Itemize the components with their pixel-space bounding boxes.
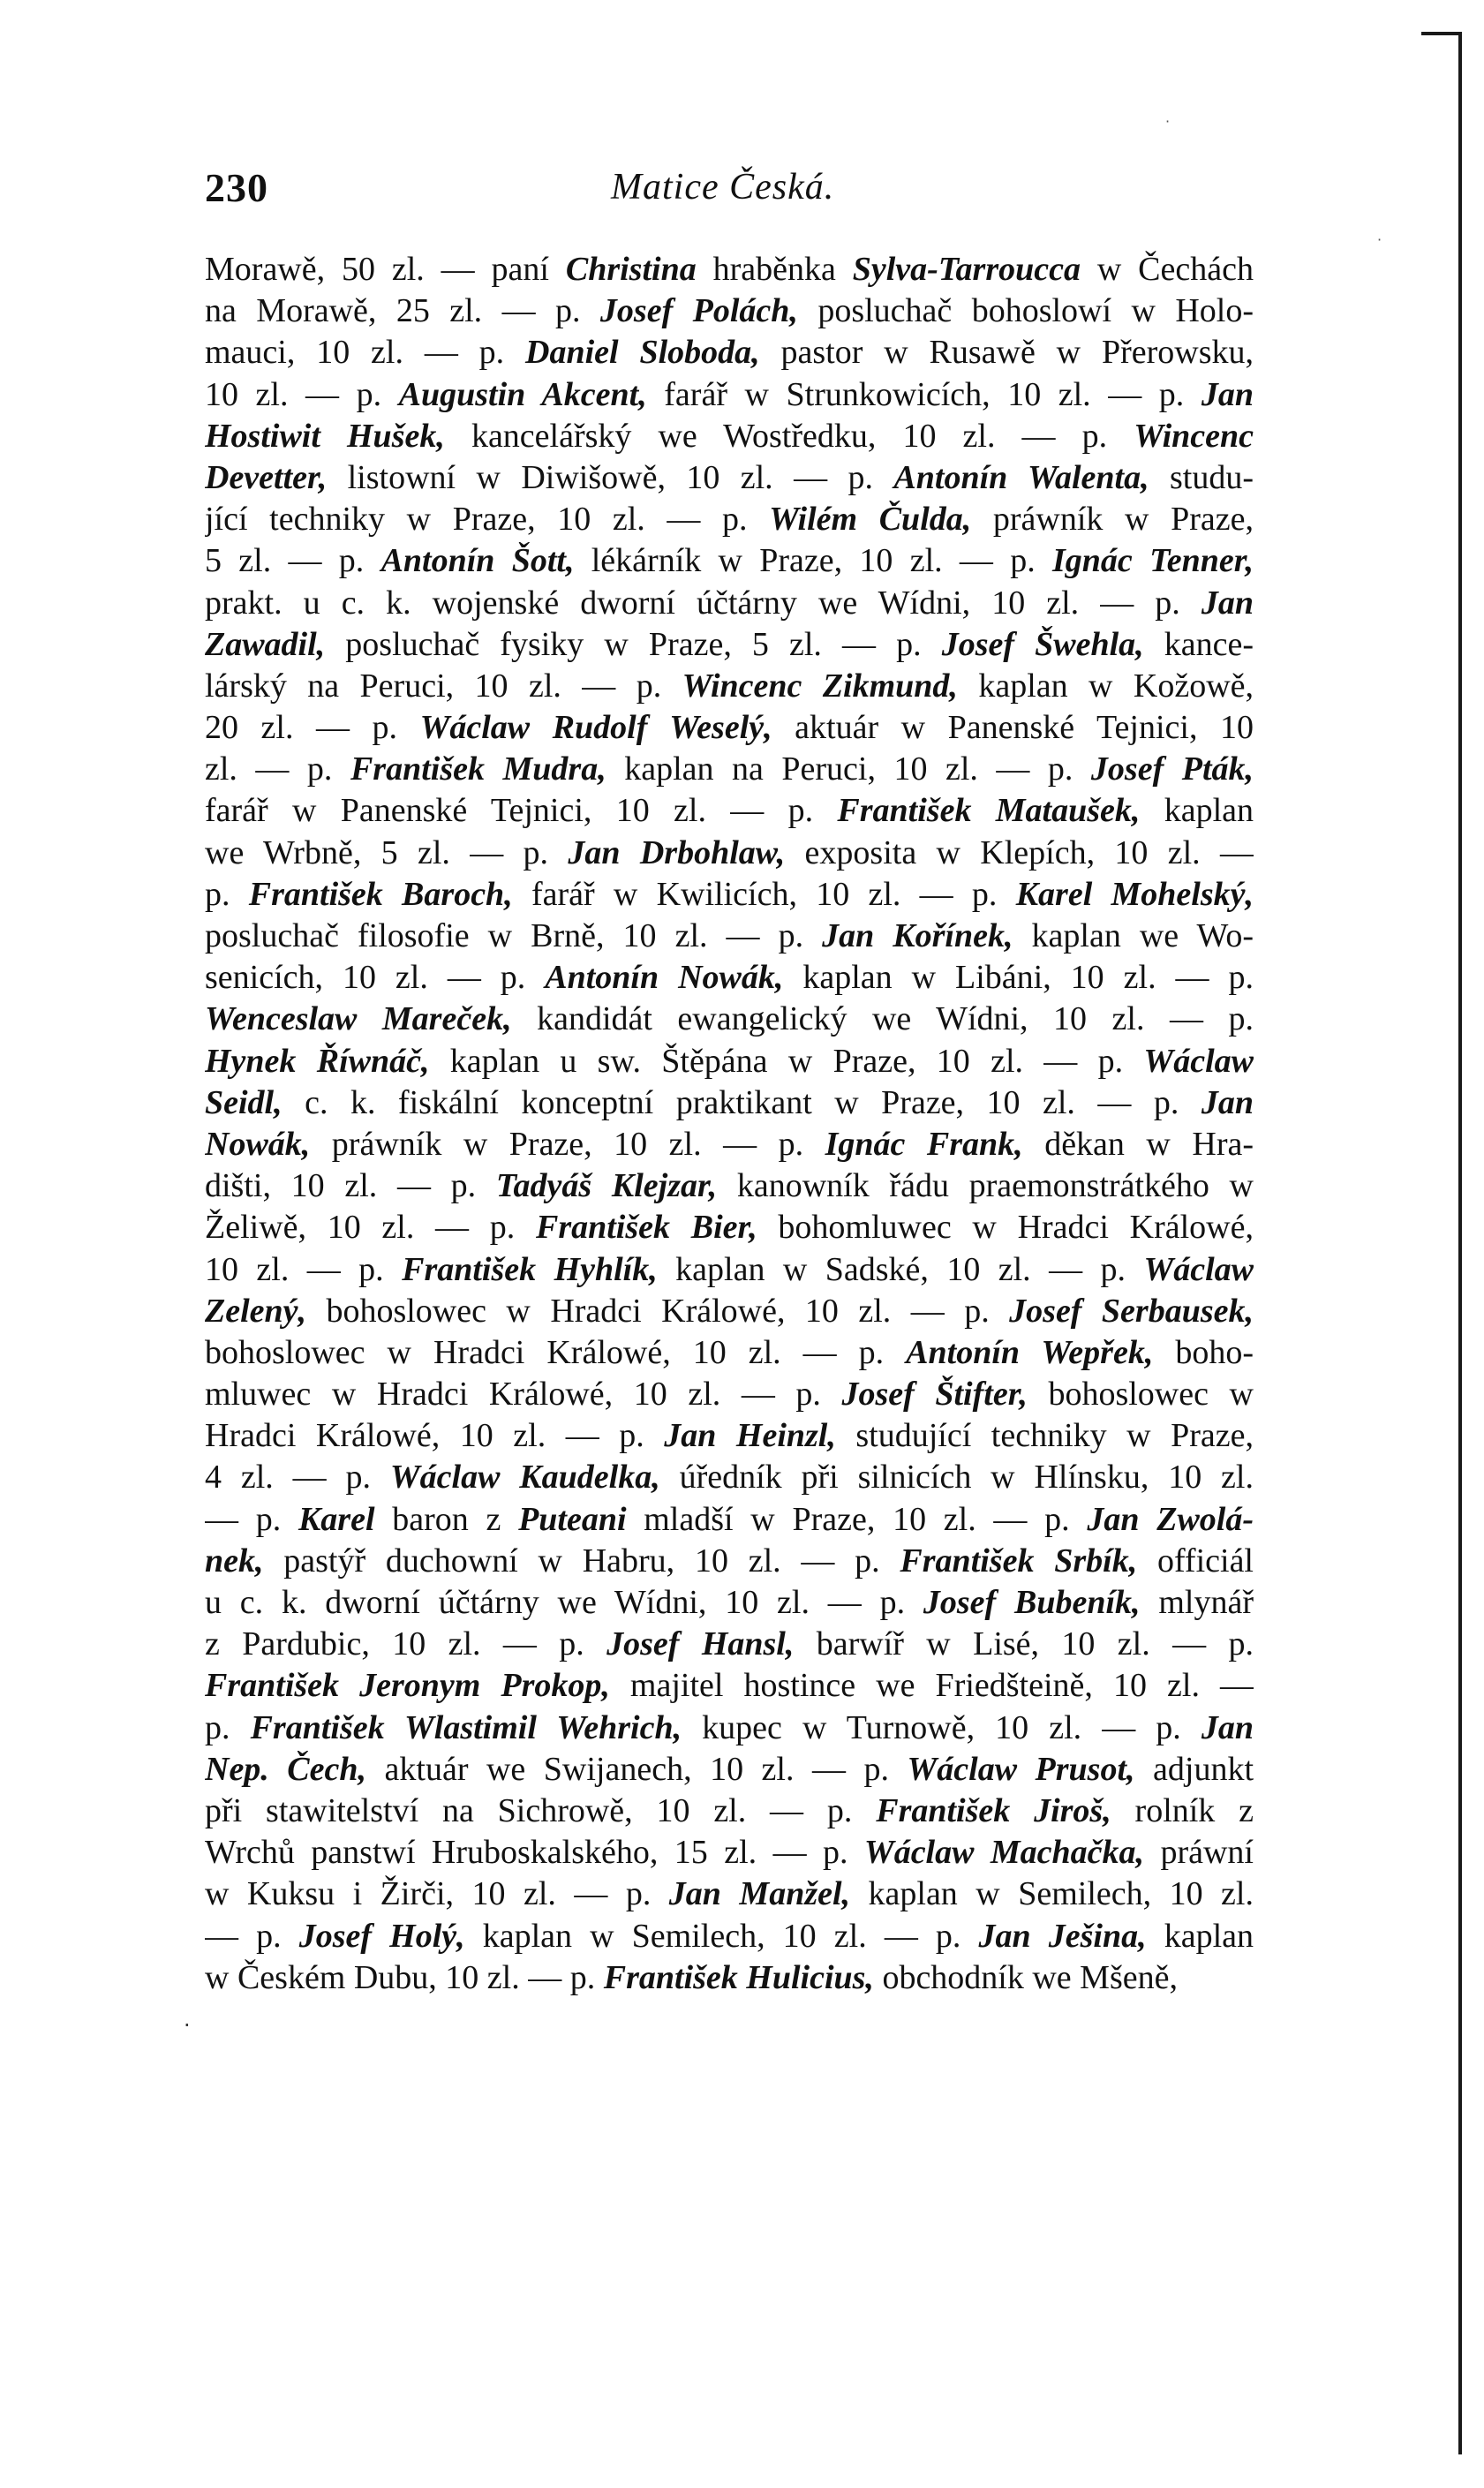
text-segment: posluchač filosofie w Brně, 10 zl. — p. (205, 917, 823, 954)
page-edge-right (1458, 35, 1462, 2454)
name-italic: Jan Ješina, (978, 1917, 1147, 1955)
text-segment: hraběnka (696, 251, 853, 288)
text-line (205, 1874, 1254, 1915)
text-line (205, 499, 1254, 540)
text-segment: farář w Panenské Tejnici, 10 zl. — p. (205, 792, 838, 830)
text-line (205, 1708, 1254, 1749)
text-segment: kaplan w Semilech, 10 zl. — p. (464, 1917, 979, 1955)
name-italic: Josef Bubeník, (923, 1584, 1141, 1621)
text-segment: w Kuksu i Žirči, 10 zl. — p. (205, 1875, 669, 1913)
text-segment: z Pardubic, 10 zl. — p. (205, 1625, 607, 1663)
text-line (205, 1957, 1254, 1999)
text-line (205, 624, 1254, 666)
text-segment: farář w Strunkowicích, 10 zl. — p. (646, 375, 1202, 413)
text-segment: kance- (1143, 625, 1254, 663)
text-line (205, 1499, 1254, 1541)
running-title: Matice Česká. (611, 167, 835, 207)
text-line (205, 1332, 1254, 1374)
text-segment: w Čechách (1080, 251, 1254, 288)
text-segment: c. k. fiskální konceptní praktikant w Praze, 10 zl. — p. (282, 1083, 1202, 1121)
text-segment: lárský na Peruci, 10 zl. — p. (205, 667, 682, 705)
name-italic: Daniel Sloboda, (525, 334, 760, 372)
text-segment: 10 zl. — p. (205, 375, 399, 413)
name-italic: Josef Polách, (599, 292, 798, 330)
text-line (205, 290, 1254, 332)
name-italic: Jan Kořínek, (822, 917, 1013, 954)
text-segment: Morawě, 50 zl. — paní (205, 251, 566, 288)
text-line (205, 1415, 1254, 1457)
text-line (205, 1082, 1254, 1124)
name-italic: František Mudra, (350, 750, 606, 788)
text-segment: kaplan u sw. Štěpána w Praze, 10 zl. — p. (429, 1042, 1144, 1080)
text-segment: prakt. u c. k. wojenské dworní účtárny we Wídni, 10 zl. — p. (205, 584, 1202, 622)
text-segment: posluchač fysiky w Praze, 5 zl. — p. (325, 625, 942, 663)
name-italic: Zelený, (205, 1292, 307, 1330)
text-line (205, 583, 1254, 624)
name-italic: Jan Heinzl, (664, 1417, 836, 1455)
text-segment: Želiwě, 10 zl. — p. (205, 1209, 536, 1247)
name-italic: František Jeronym Prokop, (205, 1667, 610, 1705)
text-line (205, 1541, 1254, 1582)
name-italic: Tadyáš Klejzar, (495, 1167, 718, 1205)
name-italic: František Mataušek, (837, 792, 1141, 830)
text-segment: zl. — p. (205, 750, 350, 788)
name-italic: Nep. Čech, (205, 1750, 367, 1788)
name-italic: Jan (1201, 1083, 1254, 1121)
name-italic: Jan (1201, 1708, 1254, 1746)
text-segment: na Morawě, 25 zl. — p. (205, 292, 600, 330)
text-line (205, 999, 1254, 1040)
text-segment: kaplan w Semilech, 10 zl. (850, 1875, 1254, 1913)
text-segment: mladší w Praze, 10 zl. — p. (626, 1500, 1088, 1538)
text-segment: Wrchů panstwí Hruboskalského, 15 zl. — p. (205, 1834, 864, 1872)
name-italic: Wáclaw Machačka, (863, 1834, 1145, 1872)
text-segment: aktuár we Swijanech, 10 zl. — p. (366, 1750, 908, 1788)
name-italic: Wáclaw (1143, 1042, 1254, 1080)
name-italic: Jan (1201, 584, 1254, 622)
text-line (205, 957, 1254, 999)
name-italic: nek, (205, 1542, 264, 1580)
text-segment: studující techniky w Praze, (835, 1417, 1254, 1455)
text-segment: bohomluwec w Hradci Králowé, (757, 1209, 1254, 1247)
text-segment: lékárník w Praze, 10 zl. — p. (574, 542, 1052, 580)
text-segment: majitel hostince we Friedšteině, 10 zl. — (609, 1667, 1254, 1705)
text-line (205, 1457, 1254, 1498)
text-line (205, 833, 1254, 874)
text-segment: kaplan w Sadské, 10 zl. — p. (657, 1250, 1144, 1288)
text-line (205, 1249, 1254, 1291)
text-segment: kanowník řádu praemonstrátkého w (717, 1167, 1254, 1205)
text-segment: děkan w Hra- (1022, 1125, 1254, 1163)
text-line (205, 1624, 1254, 1665)
body-text (205, 249, 1254, 1999)
text-segment: listowní w Diwišowě, 10 zl. — p. (327, 458, 894, 496)
name-italic: Josef Serbausek, (1009, 1292, 1254, 1330)
text-segment: barwíř w Lisé, 10 zl. — p. (794, 1625, 1254, 1663)
text-line (205, 707, 1254, 749)
page-edge-top (1421, 32, 1462, 35)
name-italic: František Baroch, (248, 875, 513, 913)
name-italic: Antonín Wepřek, (906, 1333, 1154, 1371)
name-italic: Antonín Šott, (380, 542, 575, 580)
name-italic: Puteani (518, 1500, 627, 1538)
text-line (205, 249, 1254, 290)
name-italic: Nowák, (205, 1125, 311, 1163)
text-segment: práwní (1144, 1834, 1254, 1872)
paper-speck: · (1377, 231, 1382, 248)
name-italic: František Hyhlík, (402, 1250, 658, 1288)
text-segment: při stawitelství na Sichrowě, 10 zl. — p. (205, 1791, 877, 1829)
name-italic: Josef Štifter, (841, 1376, 1028, 1414)
name-italic: Ignác Frank, (825, 1125, 1023, 1163)
text-segment: posluchač bohoslowí w Holo- (797, 292, 1254, 330)
text-segment: mauci, 10 zl. — p. (205, 334, 526, 372)
text-segment: exposita w Klepích, 10 zl. — (785, 833, 1254, 871)
text-segment: práwník w Praze, 10 zl. — p. (310, 1125, 825, 1163)
name-italic: Karel Mohelský, (1015, 875, 1254, 913)
name-italic: Wáclaw Prusot, (907, 1750, 1135, 1788)
name-italic: Wáclaw Kaudelka, (389, 1459, 660, 1497)
text-line (205, 749, 1254, 790)
text-segment: kupec w Turnowě, 10 zl. — p. (682, 1708, 1202, 1746)
text-segment: kaplan w Kožowě, (957, 667, 1254, 705)
page-number: 230 (205, 165, 268, 210)
text-segment: kaplan na Peruci, 10 zl. — p. (606, 750, 1091, 788)
name-italic: Hynek Říwnáč, (205, 1042, 430, 1080)
text-line (205, 666, 1254, 707)
name-italic: František Srbík, (900, 1542, 1138, 1580)
text-segment: w Českém Dubu, 10 zl. — p. (205, 1958, 604, 1996)
page-header (205, 164, 1264, 226)
text-segment: Hradci Králowé, 10 zl. — p. (205, 1417, 665, 1455)
text-line (205, 790, 1254, 832)
name-italic: Wincenc Zikmund, (682, 667, 958, 705)
name-italic: František Hulicius, (603, 1958, 874, 1996)
text-segment: dišti, 10 zl. — p. (205, 1167, 496, 1205)
name-italic: Wenceslaw Mareček, (205, 1000, 512, 1038)
text-line (205, 1291, 1254, 1332)
text-segment: — p. (205, 1917, 299, 1955)
text-segment: práwník w Praze, (971, 501, 1254, 539)
name-italic: Wáclaw Rudolf Weselý, (419, 709, 772, 747)
name-italic: Jan Manžel, (668, 1875, 851, 1913)
text-segment: officiál (1137, 1542, 1254, 1580)
name-italic: František Jiroš, (876, 1791, 1111, 1829)
name-italic: Josef Pták, (1090, 750, 1254, 788)
name-italic: Zawadil, (205, 625, 326, 663)
text-segment: pastýř duchowní w Habru, 10 zl. — p. (263, 1542, 900, 1580)
name-italic: Hostiwit Hušek, (205, 417, 445, 455)
text-line (205, 1749, 1254, 1791)
text-segment: kandidát ewangelický we Wídni, 10 zl. — p. (511, 1000, 1254, 1038)
text-line (205, 1582, 1254, 1624)
name-italic: Jan (1201, 375, 1254, 413)
margin-mark: · (184, 2013, 191, 2038)
paper-speck: · (1165, 113, 1171, 130)
text-line (205, 457, 1254, 499)
text-segment: bohoslowec w Hradci Králowé, 10 zl. — p. (205, 1333, 907, 1371)
name-italic: František Wlastimil Wehrich, (250, 1708, 682, 1746)
text-segment: mlynář (1140, 1584, 1254, 1621)
name-italic: Wilém Čulda, (769, 501, 972, 539)
name-italic: Antonín Walenta, (893, 458, 1149, 496)
text-line (205, 1832, 1254, 1874)
text-segment: kaplan (1140, 792, 1254, 830)
text-segment: bohoslowec w (1027, 1376, 1254, 1414)
text-segment: kaplan (1146, 1917, 1254, 1955)
text-segment: jící techniky w Praze, 10 zl. — p. (205, 501, 770, 539)
name-italic: Devetter, (205, 458, 328, 496)
text-line (205, 1124, 1254, 1165)
text-segment: aktuár w Panenské Tejnici, 10 (772, 709, 1254, 747)
text-line (205, 416, 1254, 457)
name-italic: Sylva-Tarroucca (852, 251, 1081, 288)
name-italic: Josef Hansl, (606, 1625, 795, 1663)
text-segment: studu- (1149, 458, 1254, 496)
name-italic: Christina (565, 251, 697, 288)
text-segment: pastor w Rusawě w Přerowsku, (759, 334, 1254, 372)
text-segment: rolník z (1111, 1791, 1254, 1829)
text-segment: 4 zl. — p. (205, 1459, 390, 1497)
name-italic: František Bier, (535, 1209, 757, 1247)
name-italic: Wincenc (1134, 417, 1254, 455)
name-italic: Josef Šwehla, (941, 625, 1144, 663)
text-segment: adjunkt (1134, 1750, 1254, 1788)
name-italic: Augustin Akcent, (398, 375, 647, 413)
text-segment: kancelářský we Wostředku, 10 zl. — p. (444, 417, 1134, 455)
name-italic: Jan Drbohlaw, (568, 833, 786, 871)
text-segment: bohoslowec w Hradci Králowé, 10 zl. — p. (306, 1292, 1010, 1330)
text-segment: p. (205, 875, 249, 913)
name-italic: Antonín Nowák, (545, 959, 784, 997)
text-segment: — p. (205, 1500, 298, 1538)
text-segment: senicích, 10 zl. — p. (205, 959, 546, 997)
text-line (205, 332, 1254, 373)
name-italic: Seidl, (205, 1083, 282, 1121)
text-segment: mluwec w Hradci Králowé, 10 zl. — p. (205, 1376, 842, 1414)
text-segment: baron z (374, 1500, 519, 1538)
text-line (205, 1041, 1254, 1082)
name-italic: Wáclaw (1143, 1250, 1254, 1288)
text-line (205, 1665, 1254, 1707)
text-segment: p. (205, 1708, 251, 1746)
text-line (205, 1165, 1254, 1207)
name-italic: Ignác Tenner, (1052, 542, 1254, 580)
text-line (205, 1207, 1254, 1248)
text-line (205, 1916, 1254, 1957)
text-segment: 10 zl. — p. (205, 1250, 403, 1288)
text-line (205, 540, 1254, 582)
text-segment: obchodník we Mšeně, (873, 1958, 1178, 1996)
text-segment: we Wrbně, 5 zl. — p. (205, 833, 569, 871)
text-line (205, 1374, 1254, 1415)
name-italic: Karel (298, 1500, 375, 1538)
text-line (205, 874, 1254, 916)
name-italic: Josef Holý, (298, 1917, 465, 1955)
name-italic: Jan Zwolá- (1087, 1500, 1254, 1538)
text-line (205, 916, 1254, 957)
text-line (205, 374, 1254, 416)
text-segment: 20 zl. — p. (205, 709, 420, 747)
text-segment: boho- (1153, 1333, 1254, 1371)
text-segment: 5 zl. — p. (205, 542, 381, 580)
text-segment: u c. k. dworní účtárny we Wídni, 10 zl. — p. (205, 1584, 923, 1621)
text-segment: farář w Kwilicích, 10 zl. — p. (512, 875, 1016, 913)
text-segment: kaplan w Libáni, 10 zl. — p. (783, 959, 1254, 997)
text-segment: kaplan we Wo- (1013, 917, 1254, 954)
text-segment: úředník při silnicích w Hlínsku, 10 zl. (659, 1459, 1254, 1497)
text-line (205, 1791, 1254, 1832)
